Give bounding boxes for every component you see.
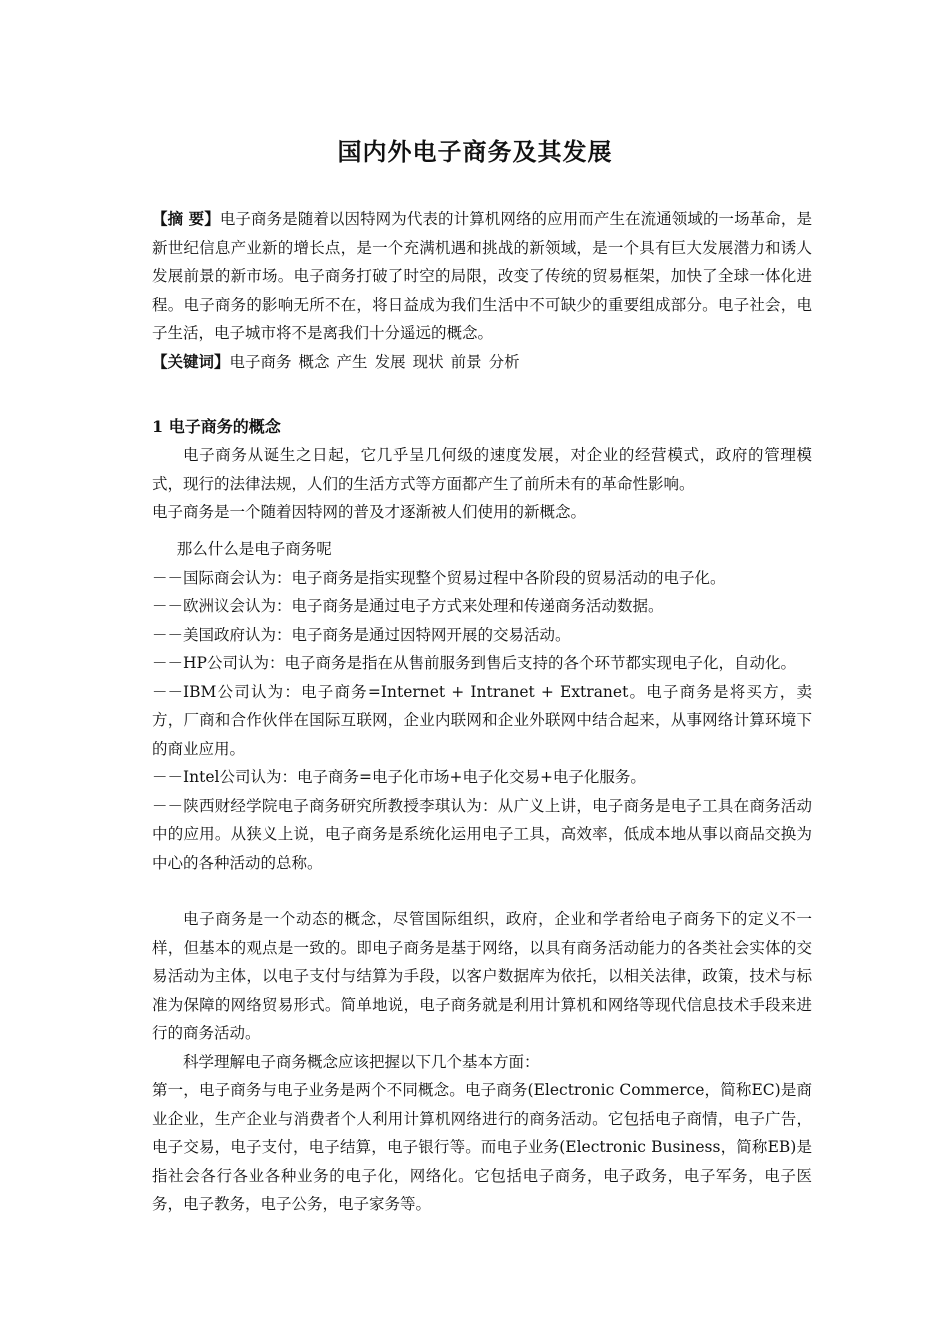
abstract-label: 【摘 要】 [152,209,220,228]
definition-item: －－欧洲议会认为：电子商务是通过电子方式来处理和传递商务活动数据。 [152,597,664,615]
keywords [152,348,812,377]
keywords-label: 【关键词】 [152,352,230,371]
keyword: 前景 [450,353,482,371]
keyword: 分析 [488,353,520,371]
keyword: 电子商务 [229,353,292,371]
keyword: 产生 [336,353,368,371]
paragraph: 第一，电子商务与电子业务是两个不同概念。电子商务(Electronic Commerce，简称EC)是商业企业，生产企业与消费者个人利用计算机网络进行的商务活动。它包括电子商情，电子广告，电子交易，电子支付，电子结算，电子银行等。而电子业务(Electronic Business，简称EB)是指社会各行各业各种业务的电子化，网络化。它包括电子商务，电子政务，电子军务，电子医务，电子教务，电子公务，电子家务等。 [152,1081,812,1213]
definitions-list [152,535,812,877]
keyword: 发展 [374,353,406,371]
definition-item: －－陕西财经学院电子商务研究所教授李琪认为：从广义上讲，电子商务是电子工具在商务活动中的应用。从狭义上说，电子商务是系统化运用电子工具，高效率，低成本地从事以商品交换为中心的各种活动的总称。 [152,796,812,872]
keyword: 概念 [298,353,330,371]
abstract-text: 电子商务是随着以因特网为代表的计算机网络的应用而产生在流通领域的一场革命，是新世纪信息产业新的增长点，是一个充满机遇和挑战的新领域，是一个具有巨大发展潜力和诱人发展前景的新市场。电子商务打破了时空的局限，改变了传统的贸易框架，加快了全球一体化进程。电子商务的影响无所不在，将日益成为我们生活中不可缺少的重要组成部分。电子社会，电子生活，电子城市将不是离我们十分遥远的概念。 [152,210,812,342]
paragraph: 科学理解电子商务概念应该把握以下几个基本方面： [183,1052,540,1071]
section-body-summary [152,905,812,1219]
section-heading: 1 电子商务的概念 [152,417,281,436]
definition-item: －－Intel公司认为：电子商务=电子化市场+电子化交易+电子化服务。 [152,768,646,786]
paragraph: 电子商务是一个动态的概念，尽管国际组织，政府，企业和学者给电子商务下的定义不一样，但基本的观点是一致的。即电子商务是基于网络，以具有商务活动能力的各类社会实体的交易活动为主体，以电子支付与结算为手段，以客户数据库为依托，以相关法律，政策，技术与标准为保障的网络贸易形式。简单地说，电子商务就是利用计算机和网络等现代信息技术手段来进行的商务活动。 [152,910,812,1042]
paragraph: 电子商务是一个随着因特网的普及才逐渐被人们使用的新概念。 [152,503,587,521]
section-body-intro [152,441,812,527]
paragraph: 那么什么是电子商务呢 [176,540,332,558]
document-title: 国内外电子商务及其发展 [337,138,613,166]
definition-item: －－IBM公司认为：电子商务=Internet + Intranet + Extranet。电子商务是将买方，卖方，厂商和合作伙伴在国际互联网，企业内联网和企业外联网中结合起来，从事网络计算环境下的商业应用。 [152,682,812,758]
definition-item: －－国际商会认为：电子商务是指实现整个贸易过程中各阶段的贸易活动的电子化。 [152,568,726,587]
definition-item: －－美国政府认为：电子商务是通过因特网开展的交易活动。 [152,625,571,644]
abstract [152,205,812,348]
definition-item: －－HP公司认为：电子商务是指在从售前服务到售后支持的各个环节都实现电子化，自动化。 [152,654,796,672]
keyword: 现状 [412,353,444,371]
paragraph: 电子商务从诞生之日起，它几乎呈几何级的速度发展，对企业的经营模式，政府的管理模式，现行的法律法规，人们的生活方式等方面都产生了前所未有的革命性影响。 [152,446,812,493]
